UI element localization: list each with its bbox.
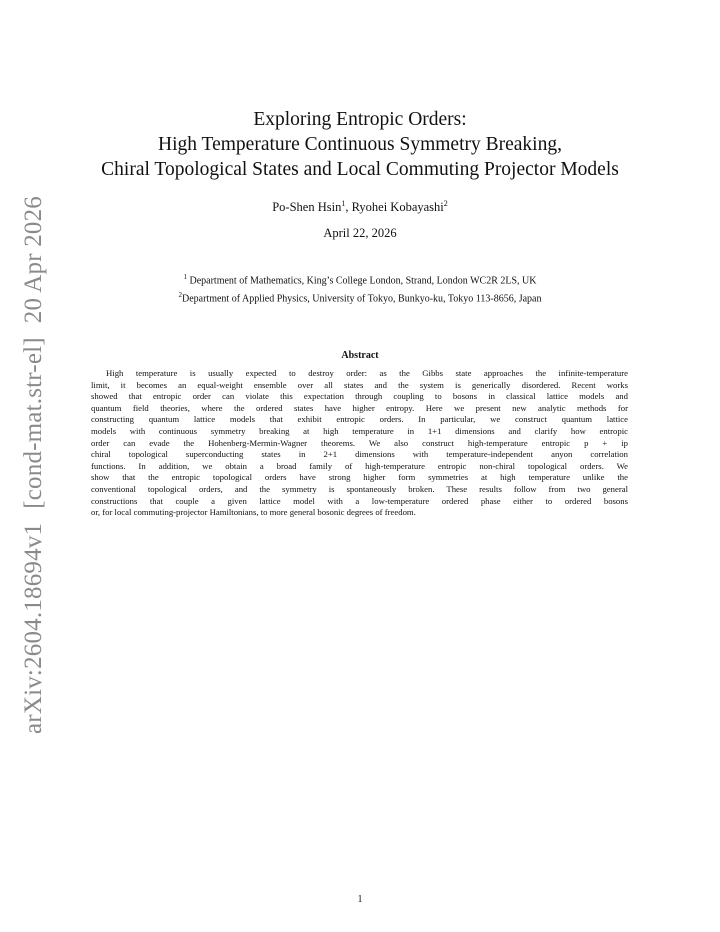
abstract-heading: Abstract [341,350,379,361]
author-affiliation-mark: 2 [443,199,448,208]
paper-title [60,107,660,182]
author-name: Ryohei Kobayashi [351,200,444,215]
page-number: 1 [357,894,363,905]
title-line: Chiral Topological States and Local Commuting Projector Models [101,159,619,180]
title-line: High Temperature Continuous Symmetry Breaking, [158,134,562,155]
abstract-line: quantum field theories, where the ordered states have higher entropy. Here we present new analytic methods for [91,402,628,413]
arxiv-category: [cond-mat.str-el] [20,337,47,509]
affiliation-list [60,270,660,307]
author-list [60,199,660,215]
title-line: Exploring Entropic Orders: [253,109,467,130]
affiliation-text: Department of Applied Physics, University of Tokyo, Bunkyo-ku, Tokyo 113-8656, Japan [182,293,542,305]
abstract-line: showed that entropic order can violate this expectation through coupling to bosons in classical lattice models and [91,391,628,402]
abstract-line: conventional topological orders, and the symmetry is spontaneously broken. These results follow from two general [91,483,628,494]
arxiv-date: 20 Apr 2026 [20,196,47,324]
paper-date: April 22, 2026 [323,226,397,240]
abstract-body [91,368,628,519]
author-name: Po-Shen Hsin [272,200,342,215]
author-affiliation-mark: 1 [341,199,346,208]
abstract-line: chiral topological superconducting states in 2+1 dimensions with temperature-independent anyon correlation [91,449,628,460]
abstract-line: High temperature is usually expected to destroy order: as the Gibbs state approaches the infinite-temperature [106,368,628,378]
affiliation-mark: 2 [178,291,182,300]
abstract-line: functions. In addition, we obtain a broad family of high-temperature entropic non-chiral topological orders. We [91,460,628,471]
arxiv-id: arXiv:2604.18694v1 [20,522,47,734]
affiliation-text: Department of Mathematics, King’s College London, Strand, London WC2R 2LS, UK [187,275,537,287]
abstract-line: show that the entropic topological orders have strong higher form symmetries at high temperature unlike the [91,472,628,483]
affiliation-mark: 1 [183,273,187,281]
abstract-line: models with continuous symmetry breaking at high temperature in 1+1 dimensions and clarify how entropic [91,425,628,436]
affiliation [60,288,660,306]
abstract-line: order can evade the Hohenberg-Mermin-Wagner theorems. We also construct high-temperature entropic p + ip [91,437,628,448]
arxiv-identifier-stamp [20,196,48,734]
affiliation [60,270,660,288]
abstract-line: constructing quantum lattice models that exhibit entropic orders. In particular, we construct quantum lattice [91,414,628,425]
author-separator: , [345,200,352,215]
abstract-line: or, for local commuting-projector Hamiltonians, to more general bosonic degrees of freedom. [91,507,416,518]
abstract-line: constructions that couple a given lattice model with a low-temperature ordered phase either to ordered bosons [91,495,628,506]
abstract-line: limit, it becomes an equal-weight ensemble over all states and the system is generically disordered. Recent works [91,379,628,390]
